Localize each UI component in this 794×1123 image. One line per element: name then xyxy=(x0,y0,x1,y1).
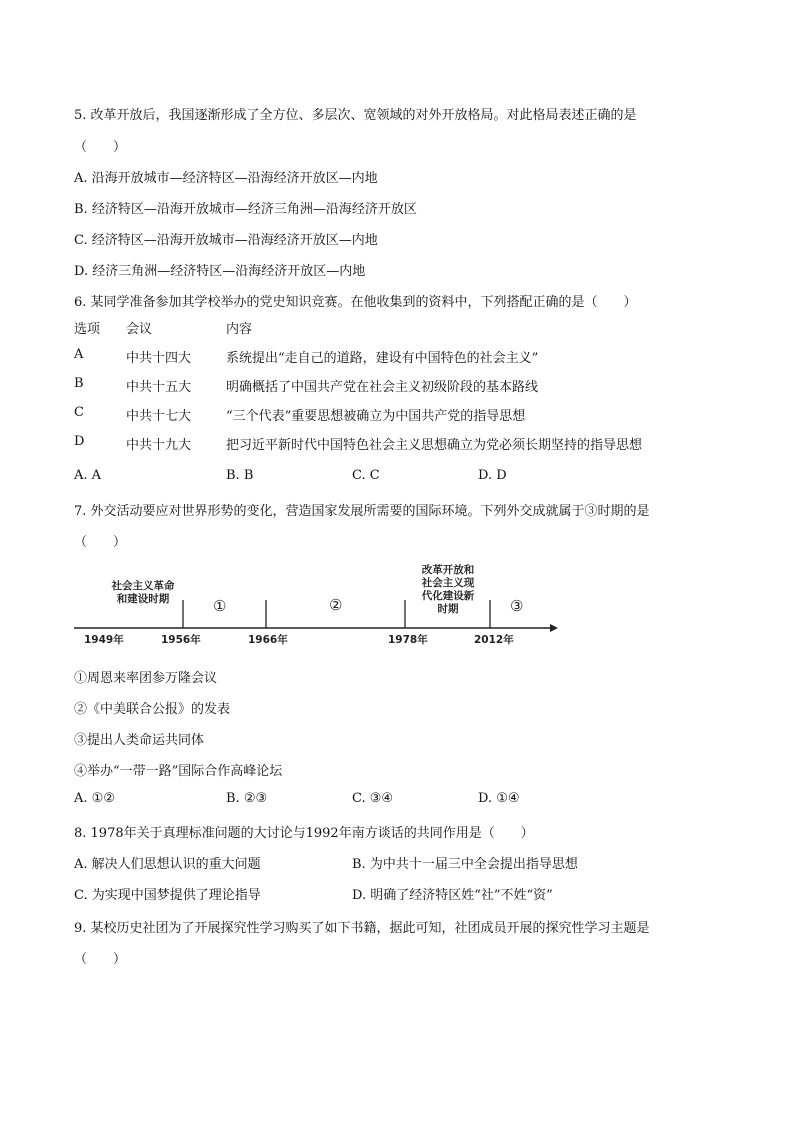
timeline-marker-3: ③ xyxy=(510,597,524,615)
timeline-period-1-label xyxy=(100,580,186,606)
q7-answer-a: A. ①② xyxy=(74,791,115,806)
q6-answer-a: A. A xyxy=(74,468,102,483)
timeline-period-2-label xyxy=(410,564,486,616)
q6-row-b-content: 明确概括了中国共产党在社会主义初级阶段的基本路线 xyxy=(226,380,539,395)
q6-row-b-meeting: 中共十五大 xyxy=(126,380,192,395)
timeline-year-2012: 2012年 xyxy=(474,634,514,646)
timeline-marker-1: ① xyxy=(213,597,227,615)
timeline-marker-2: ② xyxy=(329,596,343,614)
q7-item-3: ③提出人类命运共同体 xyxy=(74,733,205,748)
q6-row-a-content: 系统提出“走自己的道路，建设有中国特色的社会主义” xyxy=(226,351,539,366)
timeline-period-2-line4: 时期 xyxy=(437,603,459,615)
timeline-arrow xyxy=(550,624,558,632)
q5-option-a: A. 沿海开放城市—经济特区—沿海经济开放区—内地 xyxy=(74,171,378,186)
q7-answer-d: D. ①④ xyxy=(478,791,520,806)
timeline-year-1966: 1966年 xyxy=(248,634,288,646)
q6-row-a-meeting: 中共十四大 xyxy=(126,351,192,366)
timeline-period-2-line1: 改革开放和 xyxy=(421,564,475,576)
q7-item-4: ④举办“一带一路”国际合作高峰论坛 xyxy=(74,764,283,779)
q6-row-c-content: “三个代表”重要思想被确立为中国共产党的指导思想 xyxy=(226,409,526,424)
timeline-year-1978: 1978年 xyxy=(388,634,428,646)
timeline-year-1956: 1956年 xyxy=(161,634,201,646)
timeline-period-2-line2: 社会主义现 xyxy=(421,577,475,589)
q5-option-b: B. 经济特区—沿海开放城市—经济三角洲—沿海经济开放区 xyxy=(74,202,417,217)
q8-stem: 8. 1978年关于真理标准问题的大讨论与1992年南方谈话的共同作用是（ ） xyxy=(74,826,534,841)
q6-answer-b: B. B xyxy=(226,468,254,483)
q5-option-c: C. 经济特区—沿海开放城市—沿海经济开放区—内地 xyxy=(74,233,378,248)
q6-stem: 6. 某同学准备参加其学校举办的党史知识竞赛。在他收集到的资料中，下列搭配正确的是（ ） xyxy=(74,295,637,310)
timeline-period-1-line2: 和建设时期 xyxy=(116,593,170,605)
q6-row-d-option: D xyxy=(74,434,85,449)
timeline-period-2-line3: 代化建设新 xyxy=(421,590,475,602)
q6-row-c-meeting: 中共十七大 xyxy=(126,409,192,424)
q5-stem: 5. 改革开放后，我国逐渐形成了全方位、多层次、宽领域的对外开放格局。对此格局表述正确的是 xyxy=(74,108,637,123)
q6-table-header-meeting: 会议 xyxy=(126,322,153,337)
q8-answer-a: A. 解决人们思想认识的重大问题 xyxy=(74,857,261,872)
q5-option-d: D. 经济三角洲—经济特区—沿海经济开放区—内地 xyxy=(74,264,366,279)
q7-timeline xyxy=(72,560,562,660)
timeline-year-1949: 1949年 xyxy=(84,634,124,646)
q7-stem: 7. 外交活动要应对世界形势的变化，营造国家发展所需要的国际环境。下列外交成就属于③时期的是 xyxy=(74,504,650,519)
q6-table-header-option: 选项 xyxy=(74,322,101,337)
q6-row-d-meeting: 中共十九大 xyxy=(126,438,192,453)
q8-answer-c: C. 为实现中国梦提供了理论指导 xyxy=(74,888,261,903)
timeline-period-1-line1: 社会主义革命 xyxy=(111,580,175,592)
q7-item-1: ①周恩来率团参万隆会议 xyxy=(74,671,218,686)
q8-answer-d: D. 明确了经济特区姓“社”不姓“资” xyxy=(352,888,553,903)
q6-row-a-option: A xyxy=(74,347,84,362)
q9-paren: （ ） xyxy=(74,952,127,967)
q7-item-2: ②《中美联合公报》的发表 xyxy=(74,702,231,717)
q6-table-header-content: 内容 xyxy=(226,322,253,337)
q6-answer-c: C. C xyxy=(352,468,380,483)
q7-answer-c: C. ③④ xyxy=(352,791,394,806)
q8-answer-b: B. 为中共十一届三中全会提出指导思想 xyxy=(352,857,578,872)
q6-row-c-option: C xyxy=(74,405,84,420)
q6-row-d-content: 把习近平新时代中国特色社会主义思想确立为党必须长期坚持的指导思想 xyxy=(226,438,643,453)
q7-answer-b: B. ②③ xyxy=(226,791,268,806)
q7-paren: （ ） xyxy=(74,535,127,550)
q9-stem: 9. 某校历史社团为了开展探究性学习购买了如下书籍，据此可知，社团成员开展的探究性学习主题是 xyxy=(74,921,650,936)
q6-row-b-option: B xyxy=(74,376,84,391)
q6-answer-d: D. D xyxy=(478,468,507,483)
q5-paren: （ ） xyxy=(74,140,127,155)
